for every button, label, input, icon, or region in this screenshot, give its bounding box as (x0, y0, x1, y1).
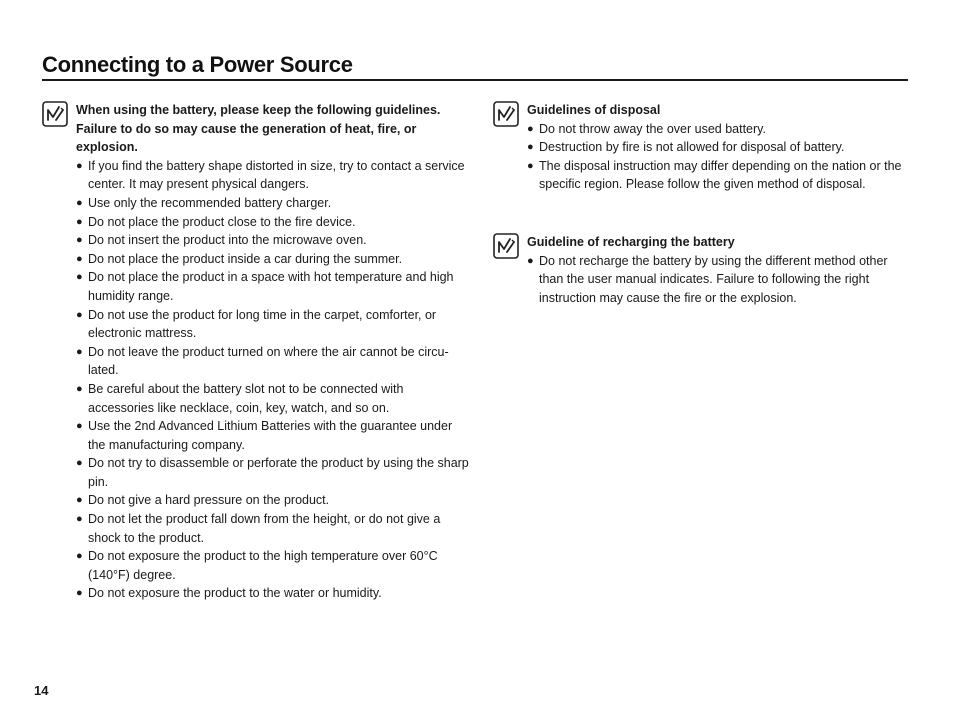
title-underline (42, 79, 908, 81)
list-item (76, 250, 472, 269)
list-item (76, 380, 472, 417)
bullet-icon: ● (76, 457, 83, 470)
list-item-text: Do not let the product fall down from the height, or do not give a shock to the product. (88, 512, 441, 545)
page-title: Connecting to a Power Source (42, 52, 353, 77)
bullet-icon: ● (76, 494, 83, 507)
list-item-text: The disposal instruction may differ depending on the nation or the specific region. Please follow the given method of disposal. (539, 158, 902, 192)
list-item-text: If you find the battery shape distorted in size, try to contact a service center. It may present physical dangers. (88, 158, 465, 192)
list-item-text: Use the 2nd Advanced Lithium Batteries with the guarantee under the manufacturing company. (88, 419, 453, 452)
bullet-icon: ● (76, 234, 83, 247)
list-item-text: Do not throw away the over used battery. (539, 121, 766, 136)
list-item (76, 157, 472, 194)
battery-guidelines-heading: When using the battery, please keep the following guidelines. Failure to do so may cause the generation of heat, fire, or explosion. (76, 103, 441, 155)
list-item (76, 194, 472, 213)
bullet-icon: ● (527, 141, 534, 154)
bullet-icon: ● (76, 345, 83, 358)
bullet-icon: ● (527, 254, 534, 267)
list-item-text: Do not place the product close to the fire device. (88, 214, 356, 229)
list-item (527, 120, 907, 139)
disposal-guidelines-list (527, 120, 907, 194)
list-item (527, 157, 907, 194)
battery-guidelines-list (76, 157, 472, 603)
page-number: 14 (34, 683, 49, 698)
list-item-text: Do not try to disassemble or perforate the product by using the sharp pin. (88, 456, 469, 489)
list-item (76, 510, 472, 547)
bullet-icon: ● (76, 513, 83, 526)
disposal-guidelines-heading: Guidelines of disposal (527, 103, 661, 117)
list-item-text: Use only the recommended battery charger. (88, 195, 332, 210)
bullet-icon: ● (76, 420, 83, 433)
list-item (76, 343, 472, 380)
list-item-text: Do not give a hard pressure on the product. (88, 493, 330, 508)
list-item-text: Destruction by fire is not allowed for disposal of battery. (539, 140, 845, 155)
list-item (76, 454, 472, 491)
recharge-guidelines-heading: Guideline of recharging the battery (527, 235, 735, 249)
list-item-text: Be careful about the battery slot not to be connected with accessories like necklace, coin, key, watch, and so on. (88, 381, 404, 415)
bullet-icon: ● (76, 252, 83, 265)
list-item (76, 231, 472, 250)
bullet-icon: ● (527, 122, 534, 135)
list-item (76, 547, 472, 584)
note-pencil-icon (42, 101, 68, 127)
note-pencil-icon (493, 101, 519, 127)
note-pencil-icon (493, 233, 519, 259)
list-item-text: Do not recharge the battery by using the different method other than the user manual indicates. Failure to following the right instruction may cause the fire or the explosion. (539, 253, 888, 305)
list-item-text: Do not exposure the product to the high temperature over 60°C (140°F) degree. (88, 549, 438, 582)
list-item-text: Do not place the product inside a car during the summer. (88, 251, 403, 266)
recharge-guidelines-list (527, 252, 907, 308)
list-item (527, 138, 907, 157)
list-item-text: Do not place the product in a space with hot temperature and high humidity range. (88, 270, 454, 303)
list-item (76, 268, 472, 305)
bullet-icon: ● (76, 550, 83, 563)
list-item (76, 213, 472, 232)
list-item (76, 584, 472, 603)
list-item-text: Do not leave the product turned on where the air cannot be circu-lated. (88, 344, 449, 378)
list-item (76, 491, 472, 510)
list-item (76, 417, 472, 454)
bullet-icon: ● (76, 382, 83, 395)
bullet-icon: ● (76, 159, 83, 172)
bullet-icon: ● (76, 196, 83, 209)
bullet-icon: ● (76, 587, 83, 600)
list-item (76, 306, 472, 343)
bullet-icon: ● (76, 271, 83, 284)
bullet-icon: ● (527, 159, 534, 172)
list-item (527, 252, 907, 308)
bullet-icon: ● (76, 215, 83, 228)
list-item-text: Do not insert the product into the microwave oven. (88, 233, 367, 248)
bullet-icon: ● (76, 308, 83, 321)
list-item-text: Do not use the product for long time in the carpet, comforter, or electronic mattress. (88, 307, 437, 341)
list-item-text: Do not exposure the product to the water or humidity. (88, 586, 382, 601)
